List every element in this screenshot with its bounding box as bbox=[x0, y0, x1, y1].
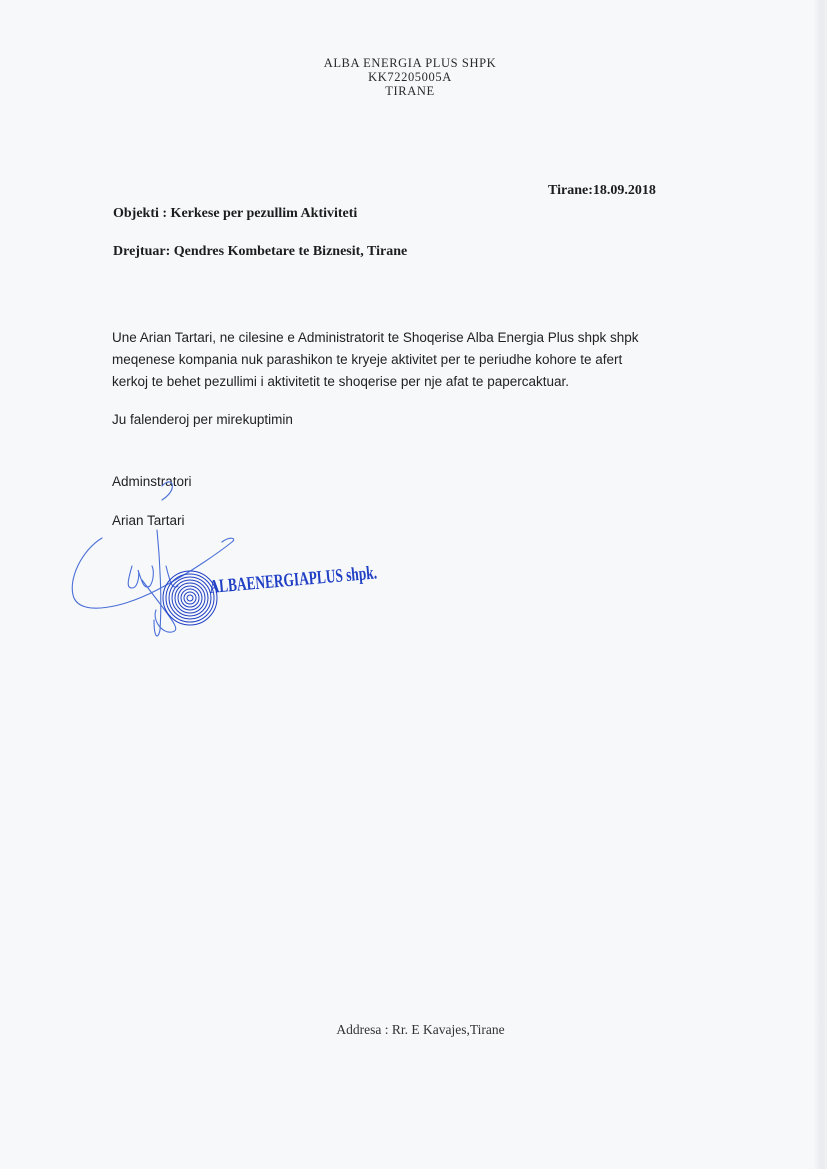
body-line: kerkoj te behet pezullimi i aktivitetit te shoqerise per nje afat te papercaktuar. bbox=[112, 374, 569, 389]
stamp-text: ALBAENERGIAPLUS shpk. bbox=[208, 556, 449, 598]
letterhead bbox=[210, 56, 610, 98]
footer-address-text: Addresa : Rr. E Kavajes,Tirane bbox=[336, 1022, 505, 1037]
body-paragraph bbox=[112, 327, 752, 393]
footer-address bbox=[0, 1022, 827, 1038]
signatory-name: Arian Tartari bbox=[112, 513, 185, 528]
thanks-line: Ju falenderoj per mirekuptimin bbox=[112, 412, 293, 427]
company-city: TIRANE bbox=[385, 84, 435, 98]
company-name: ALBA ENERGIA PLUS SHPK bbox=[323, 56, 497, 70]
body-line: meqenese kompania nuk parashikon te kryeje aktivitet per te periudhe kohore te afert bbox=[112, 352, 623, 367]
addressee-line: Drejtuar: Qendres Kombetare te Biznesit, Tirane bbox=[113, 244, 408, 259]
page-edge-shadow bbox=[813, 0, 827, 1169]
company-nipt: KK72205005A bbox=[368, 70, 452, 84]
signatory-role: Adminstratori bbox=[112, 474, 192, 489]
subject-line: Objekti : Kerkese per pezullim Aktiviteti bbox=[113, 206, 358, 221]
body-line: Une Arian Tartari, ne cilesine e Administratorit te Shoqerise Alba Energia Plus shpk shpk bbox=[112, 330, 639, 345]
signature-and-stamp bbox=[62, 470, 449, 670]
letter-date: Tirane:18.09.2018 bbox=[548, 183, 656, 198]
